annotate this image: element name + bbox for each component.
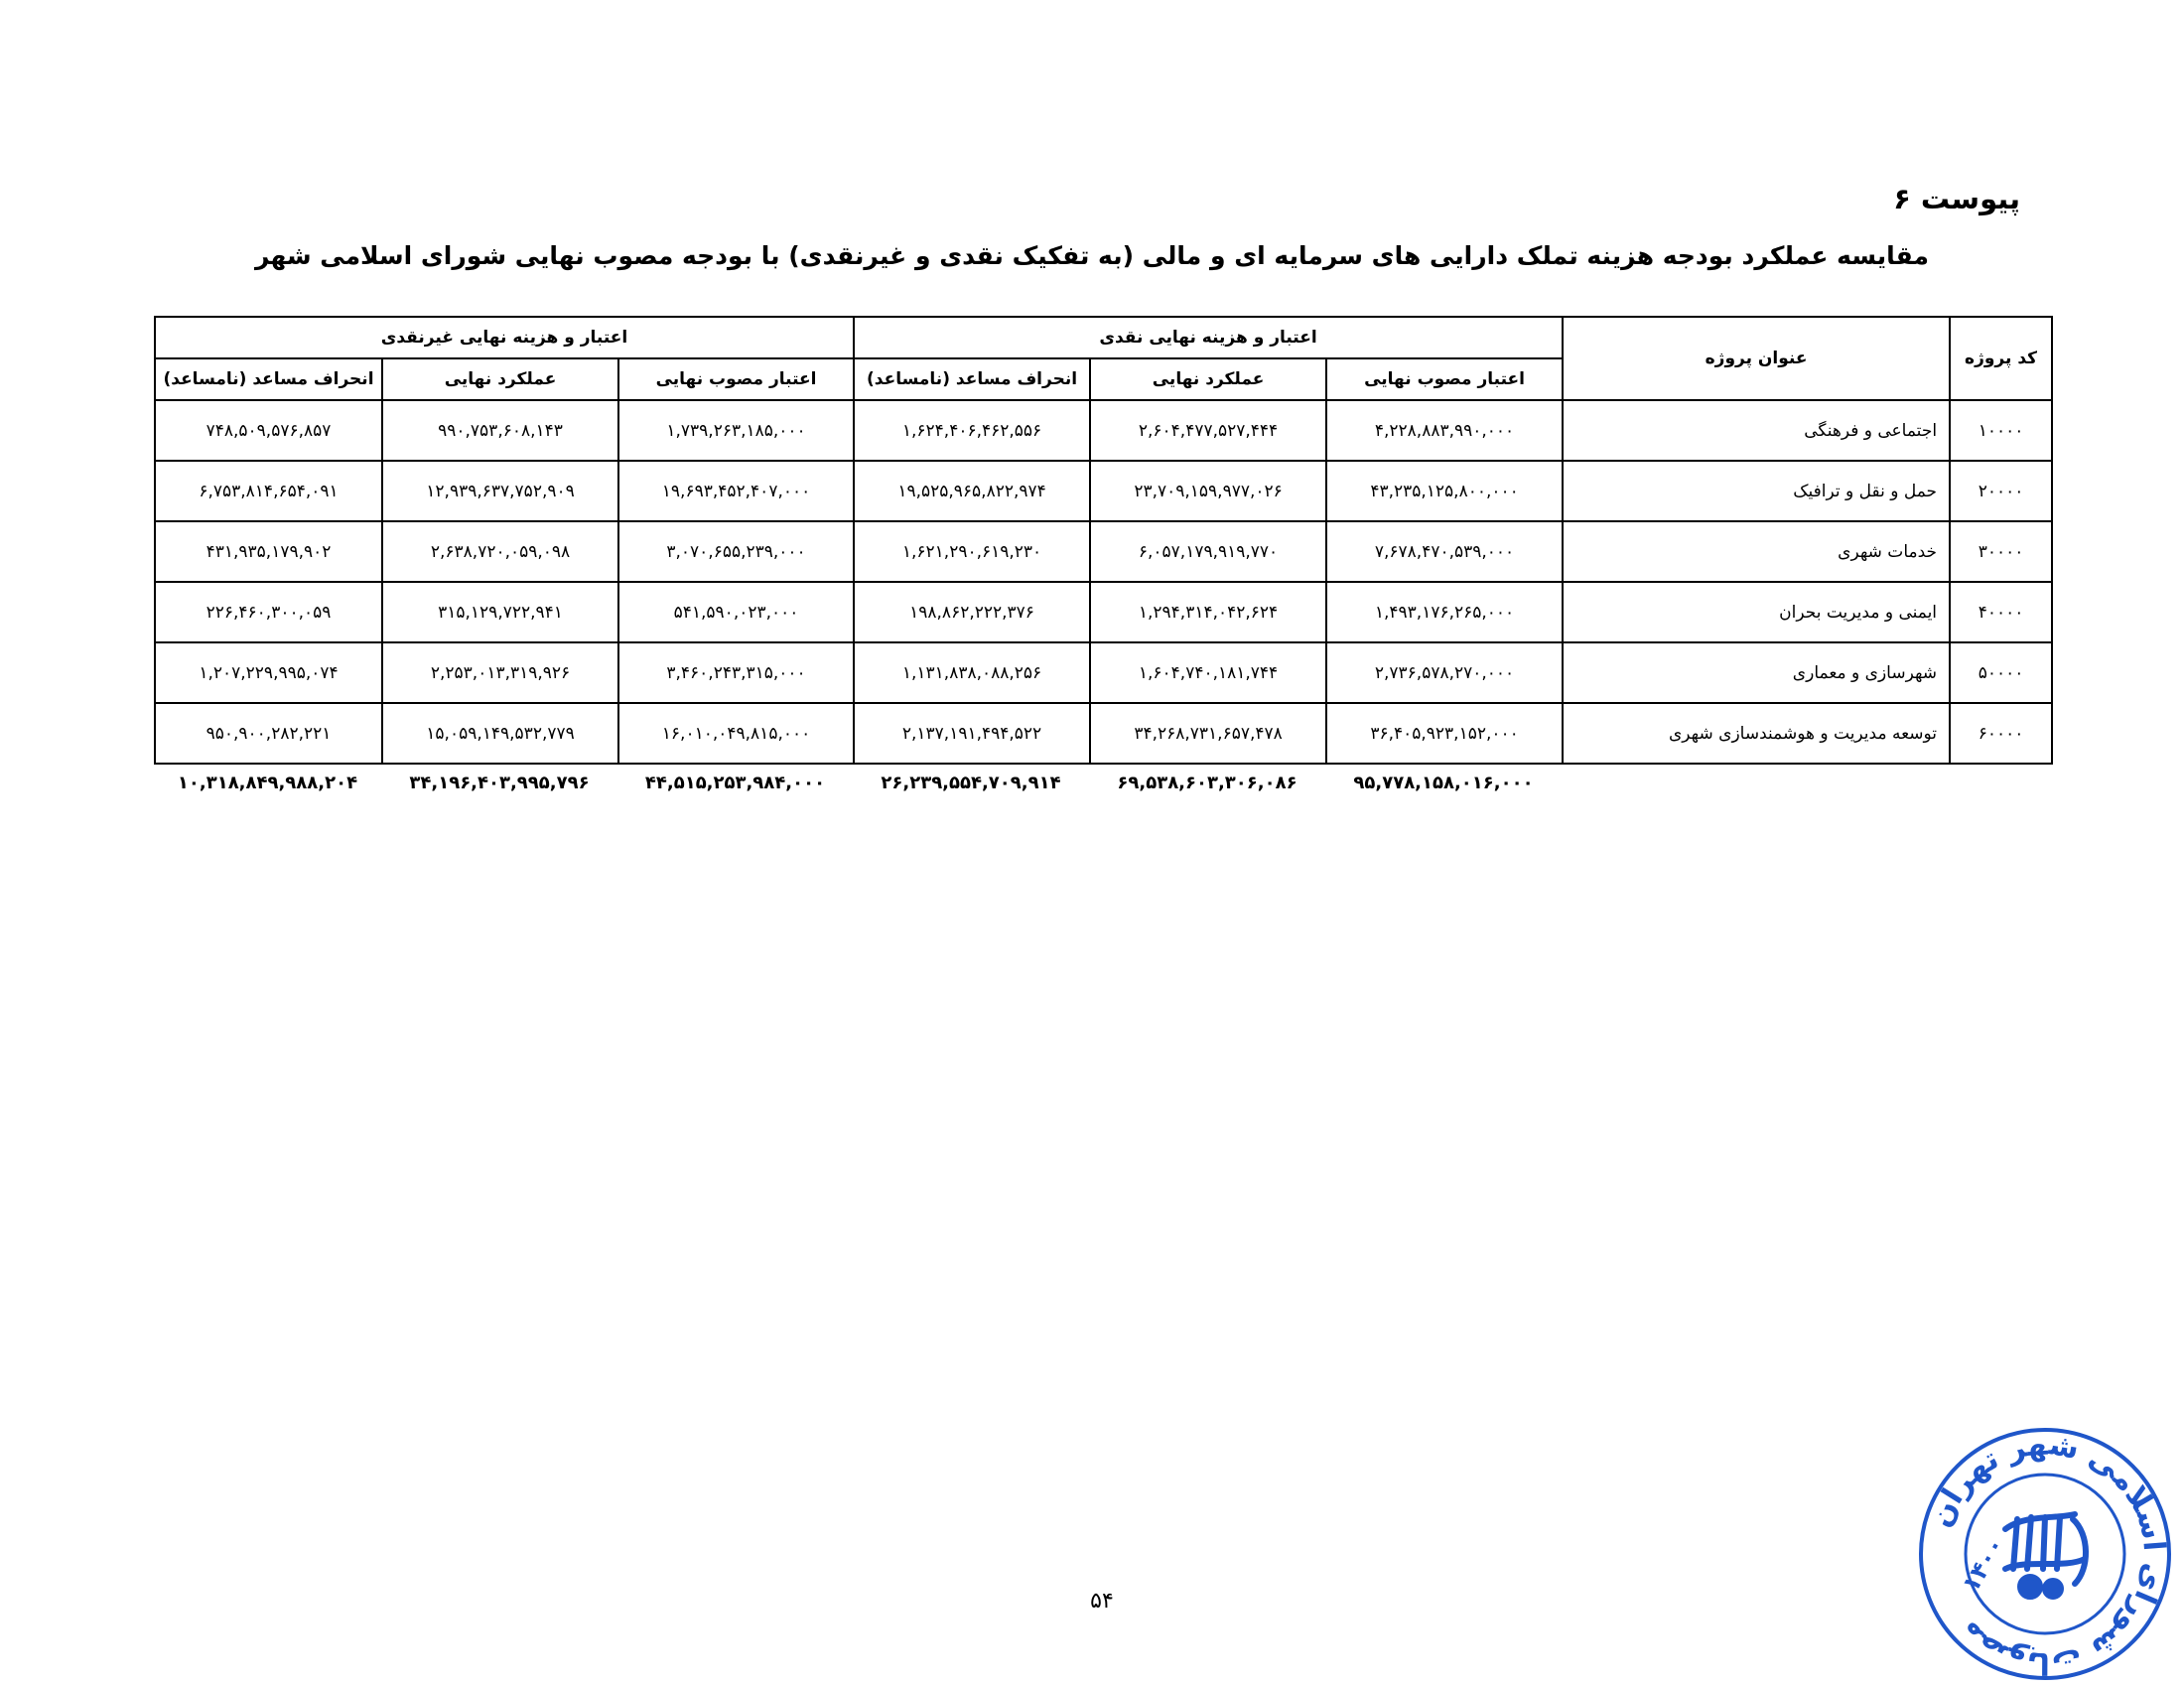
cell-noncash-performance: ۲,۶۳۸,۷۲۰,۰۵۹,۰۹۸ xyxy=(382,521,618,582)
cell-title: اجتماعی و فرهنگی xyxy=(1563,400,1950,461)
cell-noncash-performance: ۲,۲۵۳,۰۱۳,۳۱۹,۹۲۶ xyxy=(382,642,618,703)
total-noncash-deviation: ۱۰,۳۱۸,۸۴۹,۹۸۸,۲۰۴ xyxy=(177,772,358,793)
seal-year: ۱۴۰۰ xyxy=(1956,1532,2010,1597)
cell-cash-approved: ۴,۲۲۸,۸۸۳,۹۹۰,۰۰۰ xyxy=(1326,400,1563,461)
header-cash-group: اعتبار و هزینه نهایی نقدی xyxy=(854,317,1563,358)
cell-noncash-approved: ۱,۷۳۹,۲۶۳,۱۸۵,۰۰۰ xyxy=(618,400,854,461)
totals-row xyxy=(154,768,2051,797)
total-cash-approved: ۹۵,۷۷۸,۱۵۸,۰۱۶,۰۰۰ xyxy=(1353,772,1534,793)
cell-cash-deviation: ۱۹,۵۲۵,۹۶۵,۸۲۲,۹۷۴ xyxy=(854,461,1090,521)
council-seal-stamp xyxy=(1906,1420,2184,1688)
cell-noncash-performance: ۳۱۵,۱۲۹,۷۲۲,۹۴۱ xyxy=(382,582,618,642)
cell-title: حمل و نقل و ترافیک xyxy=(1563,461,1950,521)
header-code: کد پروژه xyxy=(1950,317,2052,400)
cell-code: ۱۰۰۰۰ xyxy=(1950,400,2052,461)
table-row xyxy=(155,521,2052,582)
cell-cash-deviation: ۱۹۸,۸۶۲,۲۲۲,۳۷۶ xyxy=(854,582,1090,642)
table-row xyxy=(155,461,2052,521)
cell-cash-performance: ۳۴,۲۶۸,۷۳۱,۶۵۷,۴۷۸ xyxy=(1090,703,1326,764)
header-noncash-deviation: انحراف مساعد (نامساعد) xyxy=(155,358,382,400)
cell-cash-approved: ۱,۴۹۳,۱۷۶,۲۶۵,۰۰۰ xyxy=(1326,582,1563,642)
page-title: مقایسه عملکرد بودجه هزینه تملک دارایی های سرمایه ای و مالی (به تفکیک نقدی و غیرنقدی) با بودجه مصوب نهایی شورای اسلامی شهر xyxy=(254,241,1930,270)
header-cash-approved: اعتبار مصوب نهایی xyxy=(1326,358,1563,400)
cell-noncash-deviation: ۹۵۰,۹۰۰,۲۸۲,۲۲۱ xyxy=(155,703,382,764)
header-cash-performance: عملکرد نهایی xyxy=(1090,358,1326,400)
cell-code: ۵۰۰۰۰ xyxy=(1950,642,2052,703)
header-noncash-group: اعتبار و هزینه نهایی غیرنقدی xyxy=(155,317,854,358)
header-cash-deviation: انحراف مساعد (نامساعد) xyxy=(854,358,1090,400)
total-cash-performance: ۶۹,۵۳۸,۶۰۳,۳۰۶,۰۸۶ xyxy=(1117,772,1297,793)
cell-cash-deviation: ۱,۶۲۴,۴۰۶,۴۶۲,۵۵۶ xyxy=(854,400,1090,461)
cell-noncash-approved: ۵۴۱,۵۹۰,۰۲۳,۰۰۰ xyxy=(618,582,854,642)
cell-cash-deviation: ۱,۶۲۱,۲۹۰,۶۱۹,۲۳۰ xyxy=(854,521,1090,582)
cell-noncash-deviation: ۷۴۸,۵۰۹,۵۷۶,۸۵۷ xyxy=(155,400,382,461)
cell-title: خدمات شهری xyxy=(1563,521,1950,582)
cell-code: ۳۰۰۰۰ xyxy=(1950,521,2052,582)
total-noncash-performance: ۳۴,۱۹۶,۴۰۳,۹۹۵,۷۹۶ xyxy=(409,772,590,793)
seal-emblem xyxy=(2005,1514,2086,1597)
totals-spacer xyxy=(1562,768,1949,797)
appendix-label: پیوست ۶ xyxy=(1893,182,2020,215)
cell-title: توسعه مدیریت و هوشمندسازی شهری xyxy=(1563,703,1950,764)
cell-noncash-performance: ۱۵,۰۵۹,۱۴۹,۵۳۲,۷۷۹ xyxy=(382,703,618,764)
header-noncash-approved: اعتبار مصوب نهایی xyxy=(618,358,854,400)
total-noncash-approved: ۴۴,۵۱۵,۲۵۳,۹۸۴,۰۰۰ xyxy=(644,772,826,793)
budget-comparison-table xyxy=(154,316,2053,765)
table-row xyxy=(155,642,2052,703)
cell-cash-deviation: ۲,۱۳۷,۱۹۱,۴۹۴,۵۲۲ xyxy=(854,703,1090,764)
totals-spacer xyxy=(1949,768,2051,797)
table-row xyxy=(155,582,2052,642)
header-noncash-performance: عملکرد نهایی xyxy=(382,358,618,400)
cell-title: ایمنی و مدیریت بحران xyxy=(1563,582,1950,642)
cell-noncash-deviation: ۶,۷۵۳,۸۱۴,۶۵۴,۰۹۱ xyxy=(155,461,382,521)
cell-code: ۴۰۰۰۰ xyxy=(1950,582,2052,642)
table-row xyxy=(155,400,2052,461)
cell-code: ۲۰۰۰۰ xyxy=(1950,461,2052,521)
cell-noncash-deviation: ۲۲۶,۴۶۰,۳۰۰,۰۵۹ xyxy=(155,582,382,642)
cell-noncash-approved: ۱۶,۰۱۰,۰۴۹,۸۱۵,۰۰۰ xyxy=(618,703,854,764)
cell-cash-performance: ۲,۶۰۴,۴۷۷,۵۲۷,۴۴۴ xyxy=(1090,400,1326,461)
cell-cash-approved: ۴۳,۲۳۵,۱۲۵,۸۰۰,۰۰۰ xyxy=(1326,461,1563,521)
cell-cash-performance: ۱,۶۰۴,۷۴۰,۱۸۱,۷۴۴ xyxy=(1090,642,1326,703)
cell-cash-approved: ۲,۷۳۶,۵۷۸,۲۷۰,۰۰۰ xyxy=(1326,642,1563,703)
cell-cash-deviation: ۱,۱۳۱,۸۳۸,۰۸۸,۲۵۶ xyxy=(854,642,1090,703)
page-number: ۵۴ xyxy=(1090,1589,1114,1614)
cell-noncash-approved: ۱۹,۶۹۳,۴۵۲,۴۰۷,۰۰۰ xyxy=(618,461,854,521)
cell-cash-performance: ۱,۲۹۴,۳۱۴,۰۴۲,۶۲۴ xyxy=(1090,582,1326,642)
total-cash-deviation: ۲۶,۲۳۹,۵۵۴,۷۰۹,۹۱۴ xyxy=(881,772,1061,793)
cell-cash-approved: ۷,۶۷۸,۴۷۰,۵۳۹,۰۰۰ xyxy=(1326,521,1563,582)
cell-cash-approved: ۳۶,۴۰۵,۹۲۳,۱۵۲,۰۰۰ xyxy=(1326,703,1563,764)
cell-noncash-deviation: ۱,۲۰۷,۲۲۹,۹۹۵,۰۷۴ xyxy=(155,642,382,703)
cell-noncash-performance: ۱۲,۹۳۹,۶۳۷,۷۵۲,۹۰۹ xyxy=(382,461,618,521)
seal-text: مصوبات شورای اسلامی شهر تهران xyxy=(1923,1427,2172,1681)
cell-code: ۶۰۰۰۰ xyxy=(1950,703,2052,764)
cell-noncash-approved: ۳,۰۷۰,۶۵۵,۲۳۹,۰۰۰ xyxy=(618,521,854,582)
cell-cash-performance: ۲۳,۷۰۹,۱۵۹,۹۷۷,۰۲۶ xyxy=(1090,461,1326,521)
table-row xyxy=(155,703,2052,764)
cell-noncash-performance: ۹۹۰,۷۵۳,۶۰۸,۱۴۳ xyxy=(382,400,618,461)
cell-noncash-deviation: ۴۳۱,۹۳۵,۱۷۹,۹۰۲ xyxy=(155,521,382,582)
cell-title: شهرسازی و معماری xyxy=(1563,642,1950,703)
cell-cash-performance: ۶,۰۵۷,۱۷۹,۹۱۹,۷۷۰ xyxy=(1090,521,1326,582)
header-project-title: عنوان پروژه xyxy=(1563,317,1950,400)
cell-noncash-approved: ۳,۴۶۰,۲۴۳,۳۱۵,۰۰۰ xyxy=(618,642,854,703)
